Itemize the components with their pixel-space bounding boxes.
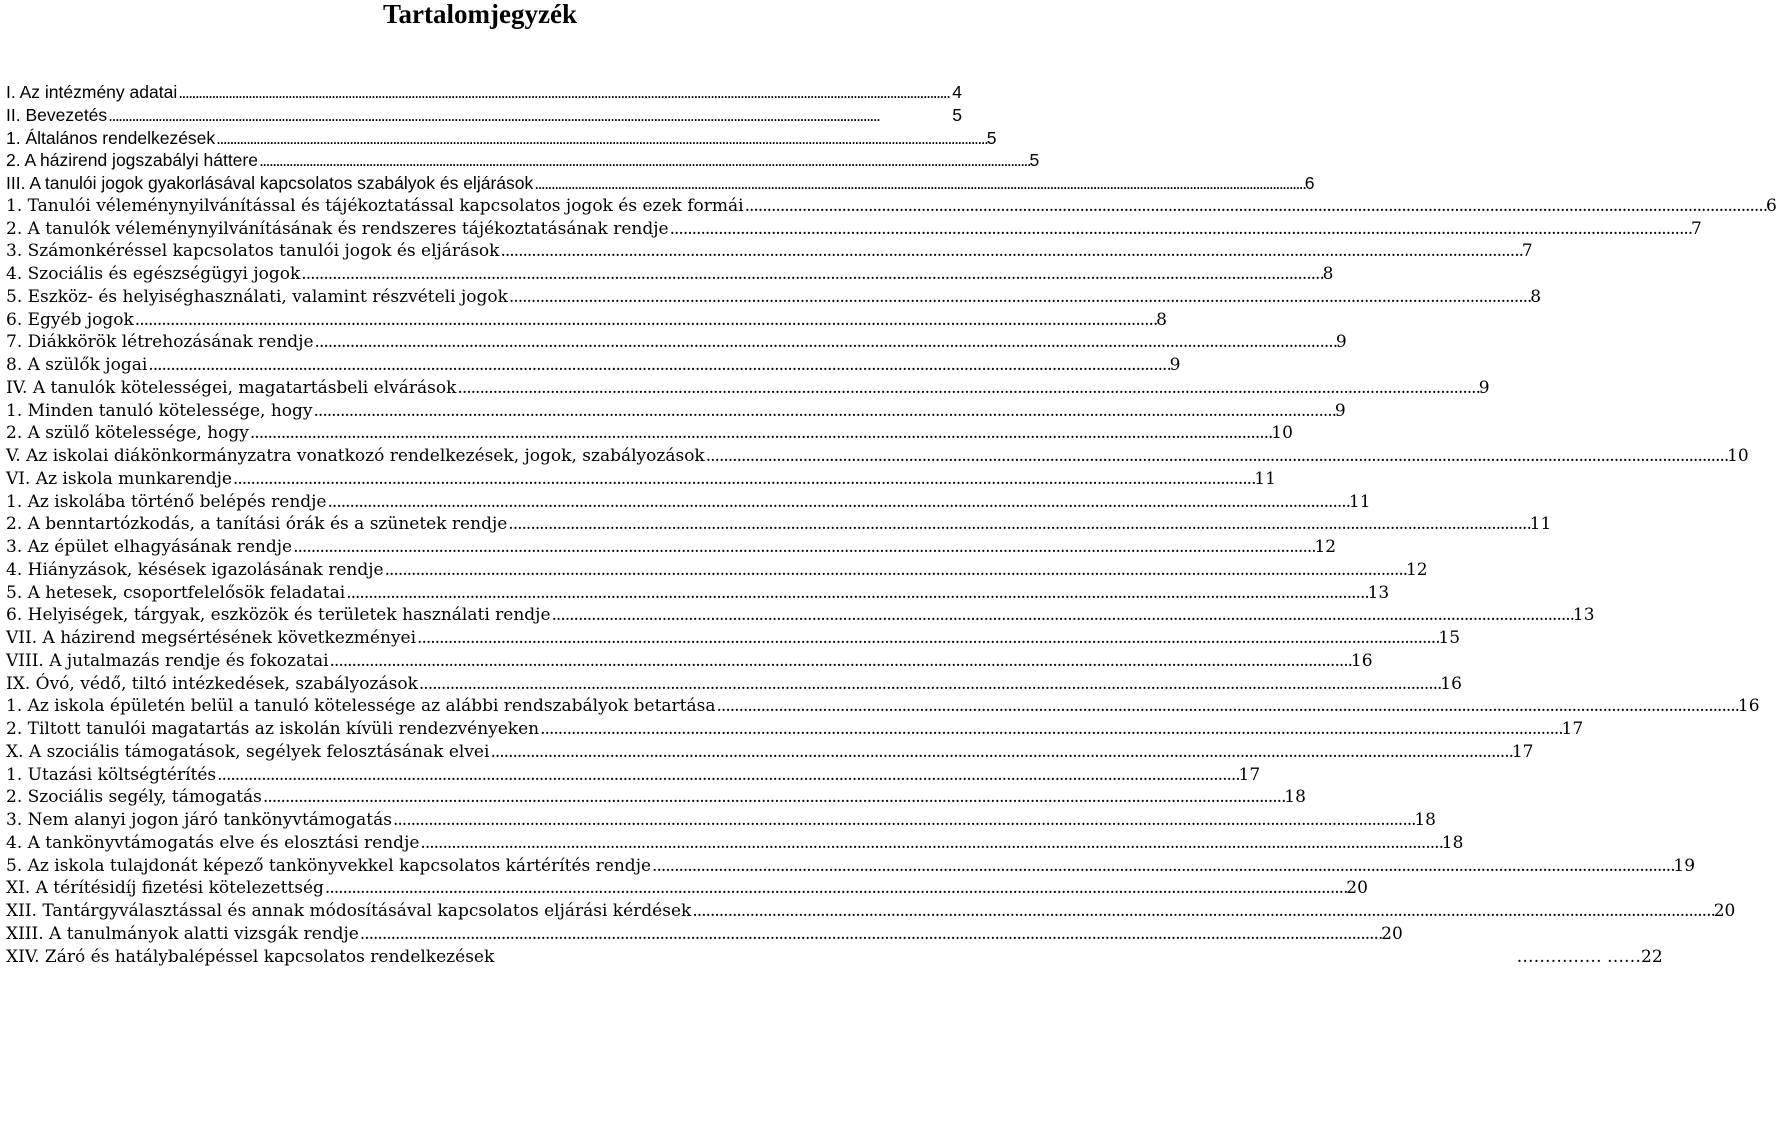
- toc-entry-title: XIV. Záró és hatálybalépéssel kapcsolatos rendelkezések: [6, 946, 495, 967]
- toc-entry-title: VII. A házirend megsértésének következményei: [6, 628, 417, 648]
- toc-entry-title: III. A tanulói jogok gyakorlásával kapcsolatos szabályok és eljárások: [6, 173, 534, 193]
- toc-entry-title: 2. A szülő kötelessége, hogy: [6, 423, 249, 444]
- toc-page-number: 20: [1381, 923, 1403, 944]
- toc-entry-title: 1. Minden tanuló kötelessége, hogy: [6, 400, 313, 421]
- toc-entry-title: 2. Szociális segély, támogatás: [6, 787, 262, 808]
- toc-page-number: 10: [1727, 446, 1749, 466]
- toc-page-number: 11: [1254, 468, 1276, 489]
- toc-entry[interactable]: [6, 195, 1777, 218]
- toc-page-number: 13: [1367, 582, 1390, 603]
- toc-entry[interactable]: [6, 218, 1702, 241]
- toc-page-number: 16: [1737, 696, 1760, 717]
- toc-page-number: 9: [1169, 355, 1181, 375]
- toc-dot-leader: [706, 445, 1726, 468]
- toc-dot-leader: [534, 172, 1304, 195]
- toc-dot-leader: [315, 331, 1335, 354]
- toc-entry[interactable]: [6, 559, 1428, 582]
- toc-dot-leader: [250, 422, 1270, 445]
- toc-page-number: 12: [1314, 537, 1337, 557]
- toc-dot-leader: [301, 263, 1321, 286]
- toc-dot-leader: [670, 218, 1690, 241]
- toc-dot-leader: [178, 81, 951, 104]
- toc-entry[interactable]: [6, 718, 1584, 741]
- toc-entry-title: XIII. A tanulmányok alatti vizsgák rendje: [6, 923, 359, 944]
- toc-entry[interactable]: [6, 582, 1390, 605]
- toc-entry[interactable]: [6, 377, 1490, 400]
- toc-entry-title: II. Bevezetés: [6, 104, 108, 125]
- page-title: Tartalomjegyzék: [383, 0, 577, 29]
- toc-entry-title: X. A szociális támogatások, segélyek felosztásának elvei: [6, 741, 490, 762]
- table-of-contents: [6, 81, 1777, 968]
- toc-dot-leader: [330, 650, 1350, 673]
- toc-entry-title: 1. Tanulói véleménynyilvánítással és tájékoztatással kapcsolatos jogok és ezek formái: [6, 195, 744, 216]
- toc-entry[interactable]: [6, 127, 997, 150]
- toc-page-number: 8: [1156, 309, 1167, 330]
- toc-entry[interactable]: [6, 354, 1181, 377]
- toc-page-number: 19: [1673, 855, 1696, 876]
- toc-entry[interactable]: [6, 172, 1315, 195]
- toc-dot-leader: [745, 195, 1765, 218]
- toc-page-number: 9: [1478, 377, 1490, 398]
- toc-page-number: 9: [1334, 400, 1346, 421]
- toc-entry-title: 1. Utazási költségtérítés: [6, 764, 217, 785]
- toc-dot-leader: [490, 741, 1510, 764]
- toc-entry-title: 5. Az iskola tulajdonát képező tankönyvekkel kapcsolatos kártérítés rendje: [6, 855, 652, 876]
- toc-dot-leader: [360, 923, 1380, 946]
- toc-dot-leader: [652, 855, 1672, 878]
- toc-entry-title: VI. Az iskola munkarendje: [6, 468, 232, 489]
- toc-entry-title: 5. Eszköz- és helyiséghasználati, valamint részvételi jogok: [6, 286, 508, 307]
- toc-entry[interactable]: [6, 946, 1663, 969]
- toc-entry[interactable]: [6, 604, 1595, 627]
- toc-page-number: 17: [1561, 719, 1584, 739]
- toc-dot-leader: [233, 468, 1253, 491]
- toc-dot-leader: [385, 559, 1405, 582]
- toc-entry-title: 2. A tanulók véleménynyilvánításának és rendszeres tájékoztatásának rendje: [6, 218, 669, 239]
- toc-page-number: 8: [1530, 286, 1542, 307]
- toc-entry[interactable]: [6, 331, 1347, 354]
- toc-dot-leader: [417, 627, 1437, 650]
- toc-entry-title: 3. Nem alanyi jogon járó tankönyvtámogatás: [6, 810, 392, 830]
- toc-entry-title: 2. Tiltott tanulói magatartás az iskolán kívüli rendezvényeken: [6, 719, 540, 739]
- toc-dot-leader: [508, 513, 1528, 536]
- toc-dot-leader: [457, 377, 1477, 400]
- toc-dot-leader: [692, 900, 1712, 923]
- toc-entry-title: 1. Az iskolába történő belépés rendje: [6, 491, 327, 512]
- toc-entry[interactable]: [6, 149, 1040, 172]
- toc-page-number: 12: [1405, 559, 1428, 580]
- toc-entry-title: IX. Óvó, védő, tiltó intézkedések, szabályozások: [6, 673, 418, 694]
- toc-entry-title: 8. A szülők jogai: [6, 355, 148, 375]
- toc-page-number: 6: [1765, 195, 1777, 216]
- toc-page-number: 11: [1348, 491, 1371, 512]
- toc-entry[interactable]: [6, 673, 1462, 696]
- toc-entry-title: 3. Számonkéréssel kapcsolatos tanulói jogok és eljárások: [6, 241, 500, 262]
- toc-page-number: 20: [1346, 878, 1368, 899]
- toc-page-number: 16: [1350, 650, 1373, 671]
- toc-dot-leader: [263, 786, 1283, 809]
- toc-page-number: …………… ……22: [1516, 946, 1663, 967]
- toc-page-number: 13: [1572, 605, 1595, 626]
- toc-entry-title: 1. Az iskola épületén belül a tanuló kötelessége az alábbi rendszabályok betartása: [6, 696, 716, 717]
- toc-entry[interactable]: [6, 513, 1552, 536]
- toc-entry-title: XI. A térítésidíj fizetési kötelezettség: [6, 878, 324, 899]
- toc-dot-leader: [216, 127, 986, 150]
- toc-entry[interactable]: [6, 855, 1696, 878]
- toc-entry-title: 2. A benntartózkodás, a tanítási órák és a szünetek rendje: [6, 514, 508, 535]
- toc-entry-title: XII. Tantárgyválasztással és annak módosításával kapcsolatos eljárási kérdések: [6, 901, 692, 921]
- toc-entry[interactable]: [6, 832, 1464, 855]
- toc-page-number: 5: [1029, 150, 1040, 171]
- toc-entry[interactable]: [6, 81, 962, 104]
- toc-dot-leader: [293, 536, 1313, 559]
- toc-entry[interactable]: [6, 400, 1346, 423]
- toc-dot-leader: [509, 286, 1529, 309]
- toc-page-number: 17: [1511, 741, 1534, 762]
- toc-entry-title: 5. A hetesek, csoportfelelősök feladatai: [6, 582, 346, 603]
- toc-entry[interactable]: [6, 468, 1276, 491]
- toc-dot-leader: [325, 877, 1345, 900]
- toc-page-number: 11: [1529, 514, 1552, 535]
- toc-entry[interactable]: [6, 764, 1261, 787]
- toc-entry[interactable]: [6, 923, 1403, 946]
- toc-page-number: 18: [1414, 810, 1436, 830]
- toc-entry-title: 3. Az épület elhagyásának rendje: [6, 537, 293, 557]
- toc-entry-title: 1. Általános rendelkezések: [6, 127, 216, 148]
- toc-dot-leader: [393, 809, 1413, 832]
- toc-entry[interactable]: [6, 286, 1542, 309]
- toc-dot-leader: [314, 400, 1334, 423]
- toc-page-number: 4: [952, 82, 962, 102]
- toc-entry-title: VIII. A jutalmazás rendje és fokozatai: [6, 650, 329, 671]
- toc-page-number: 17: [1238, 764, 1261, 785]
- toc-page-number: 5: [952, 104, 962, 125]
- toc-page-number: 15: [1438, 628, 1461, 648]
- toc-page-number: 7: [1690, 218, 1702, 239]
- toc-entry[interactable]: [6, 900, 1736, 923]
- toc-page-number: 16: [1440, 673, 1462, 694]
- toc-entry[interactable]: [6, 627, 1461, 650]
- toc-entry-title: 4. A tankönyvtámogatás elve és elosztási rendje: [6, 832, 420, 853]
- toc-entry-title: 6. Helyiségek, tárgyak, eszközök és területek használati rendje: [6, 605, 551, 626]
- toc-page-number: 6: [1304, 173, 1315, 193]
- toc-dot-leader: [420, 832, 1440, 855]
- toc-entry-title: 4. Szociális és egészségügyi jogok: [6, 264, 301, 284]
- toc-entry[interactable]: [6, 741, 1534, 764]
- toc-entry[interactable]: [6, 695, 1760, 718]
- toc-entry-title: V. Az iskolai diákönkormányzatra vonatkozó rendelkezések, jogok, szabályozások: [6, 446, 705, 466]
- toc-entry-title: 4. Hiányzások, késések igazolásának rendje: [6, 559, 384, 580]
- toc-dot-leader: [419, 673, 1439, 696]
- toc-page-number: 7: [1521, 241, 1533, 262]
- toc-entry-title: IV. A tanulók kötelességei, magatartásbeli elvárások: [6, 377, 457, 398]
- toc-entry[interactable]: [6, 877, 1368, 900]
- toc-entry[interactable]: [6, 491, 1371, 514]
- toc-entry[interactable]: [6, 650, 1373, 673]
- toc-entry[interactable]: [6, 309, 1167, 332]
- toc-entry-title: 2. A házirend jogszabályi háttere: [6, 150, 258, 171]
- toc-dot-leader: [135, 309, 1155, 332]
- toc-dot-leader: [259, 149, 1029, 172]
- toc-dot-leader: [500, 240, 1520, 263]
- toc-page-number: 5: [986, 127, 997, 148]
- toc-dot-leader: [346, 582, 1366, 605]
- toc-dot-leader: [108, 104, 951, 127]
- toc-page-number: 10: [1271, 423, 1293, 444]
- toc-entry-title: 6. Egyéb jogok: [6, 309, 134, 330]
- toc-page-number: 18: [1284, 787, 1306, 808]
- toc-dot-leader: [328, 491, 1348, 514]
- toc-dot-leader: [217, 764, 1237, 787]
- toc-entry[interactable]: [6, 786, 1306, 809]
- toc-page-number: 18: [1441, 832, 1464, 853]
- toc-entry[interactable]: [6, 809, 1436, 832]
- toc-page-number: 9: [1335, 332, 1347, 353]
- toc-entry-title: I. Az intézmény adatai: [6, 82, 178, 102]
- toc-page-number: 20: [1713, 901, 1736, 921]
- toc-dot-leader: [148, 354, 1168, 377]
- toc-entry[interactable]: [6, 240, 1533, 263]
- toc-entry[interactable]: [6, 104, 962, 127]
- toc-page-number: 8: [1322, 264, 1334, 284]
- toc-entry[interactable]: [6, 536, 1337, 559]
- toc-entry[interactable]: [6, 422, 1293, 445]
- toc-dot-leader: [540, 718, 1560, 741]
- toc-entry-title: 7. Diákkörök létrehozásának rendje: [6, 332, 314, 353]
- toc-entry[interactable]: [6, 263, 1334, 286]
- toc-entry[interactable]: [6, 445, 1749, 468]
- toc-dot-leader: [552, 604, 1572, 627]
- toc-dot-leader: [717, 695, 1737, 718]
